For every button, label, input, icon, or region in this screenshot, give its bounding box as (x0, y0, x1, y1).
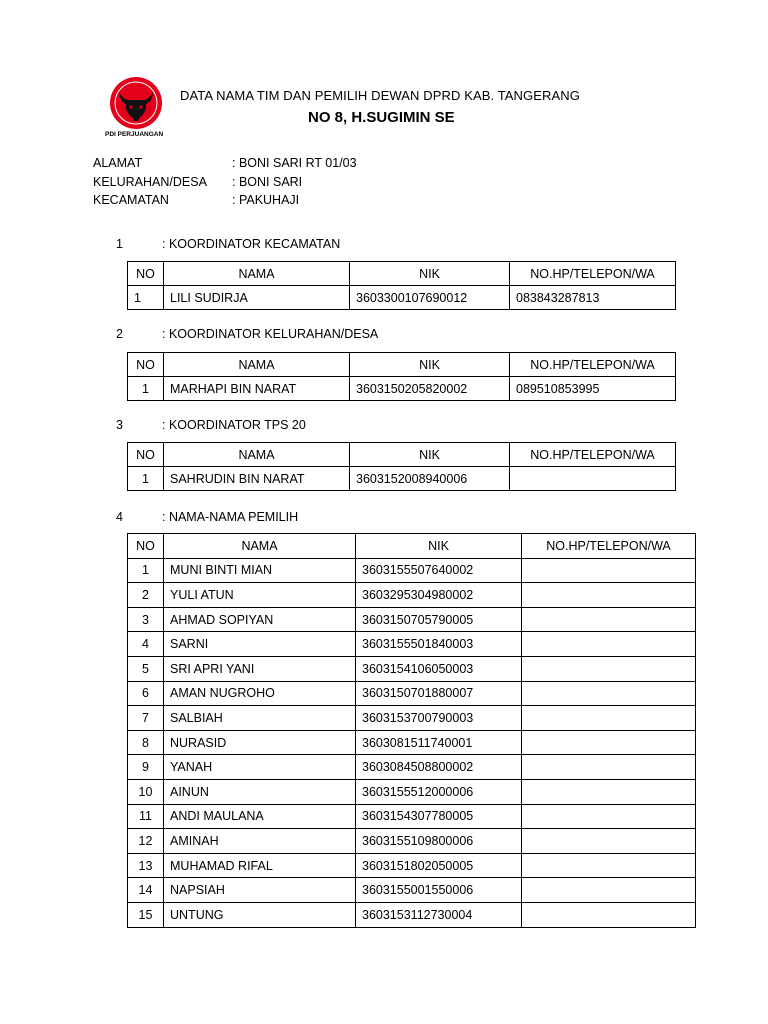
table-row (128, 730, 696, 755)
cell-nama: NAPSIAH (164, 878, 356, 903)
cell-no: 12 (128, 829, 164, 854)
cell-nik: 3603150705790005 (356, 607, 522, 632)
cell-hp: 083843287813 (510, 286, 676, 310)
column-header-no: NO (128, 262, 164, 286)
koordinator-kecamatan-table (127, 261, 676, 310)
cell-hp (522, 656, 696, 681)
cell-hp (522, 902, 696, 927)
cell-nik: 3603155501840003 (356, 632, 522, 657)
cell-nik: 3603155507640002 (356, 558, 522, 583)
cell-nik: 3603155109800006 (356, 829, 522, 854)
cell-hp (522, 730, 696, 755)
section-title: : KOORDINATOR TPS 20 (162, 418, 306, 432)
cell-nama: YULI ATUN (164, 583, 356, 608)
cell-nik: 3603295304980002 (356, 583, 522, 608)
koordinator-tps-table (127, 442, 676, 491)
cell-no: 9 (128, 755, 164, 780)
cell-no: 5 (128, 656, 164, 681)
cell-nik: 3603150701880007 (356, 681, 522, 706)
column-header-hp: NO.HP/TELEPON/WA (510, 443, 676, 467)
cell-nik: 3603152008940006 (350, 467, 510, 491)
cell-nama: ANDI MAULANA (164, 804, 356, 829)
cell-no: 1 (128, 286, 164, 310)
cell-no: 6 (128, 681, 164, 706)
column-header-nik: NIK (350, 353, 510, 377)
table-header-row (128, 353, 676, 377)
cell-nik: 3603084508800002 (356, 755, 522, 780)
pemilih-table (127, 533, 696, 928)
alamat-value: : BONI SARI RT 01/03 (232, 156, 357, 170)
cell-hp (522, 558, 696, 583)
cell-hp (510, 467, 676, 491)
table-row (128, 583, 696, 608)
section-title: : KOORDINATOR KELURAHAN/DESA (162, 327, 379, 341)
table-header-row (128, 443, 676, 467)
column-header-nama: NAMA (164, 262, 350, 286)
logo-caption: PDI PERJUANGAN (105, 131, 164, 138)
document-subtitle: NO 8, H.SUGIMIN SE (308, 109, 455, 126)
table-row (128, 467, 676, 491)
cell-nik: 3603153700790003 (356, 706, 522, 731)
cell-no: 7 (128, 706, 164, 731)
column-header-no: NO (128, 534, 164, 559)
cell-hp (522, 607, 696, 632)
cell-nama: AINUN (164, 779, 356, 804)
table-row (128, 681, 696, 706)
cell-hp (522, 853, 696, 878)
cell-nama: SRI APRI YANI (164, 656, 356, 681)
cell-no: 11 (128, 804, 164, 829)
cell-hp (522, 755, 696, 780)
cell-nik: 3603155001550006 (356, 878, 522, 903)
cell-no: 13 (128, 853, 164, 878)
cell-nik: 3603153112730004 (356, 902, 522, 927)
cell-no: 4 (128, 632, 164, 657)
cell-hp: 089510853995 (510, 377, 676, 401)
cell-nik: 3603150205820002 (350, 377, 510, 401)
section-number: 1 (116, 237, 123, 251)
table-row (128, 558, 696, 583)
table-row (128, 286, 676, 310)
cell-hp (522, 632, 696, 657)
cell-no: 2 (128, 583, 164, 608)
cell-nama: LILI SUDIRJA (164, 286, 350, 310)
section-number: 3 (116, 418, 123, 432)
cell-nik: 3603154106050003 (356, 656, 522, 681)
cell-nik: 3603081511740001 (356, 730, 522, 755)
cell-no: 1 (128, 377, 164, 401)
cell-nik: 3603300107690012 (350, 286, 510, 310)
section-number: 4 (116, 510, 123, 524)
document-title: DATA NAMA TIM DAN PEMILIH DEWAN DPRD KAB. TANGERANG (180, 88, 580, 103)
cell-nama: AMINAH (164, 829, 356, 854)
column-header-hp: NO.HP/TELEPON/WA (510, 262, 676, 286)
column-header-no: NO (128, 353, 164, 377)
table-row (128, 829, 696, 854)
cell-no: 1 (128, 558, 164, 583)
cell-nik: 3603151802050005 (356, 853, 522, 878)
cell-hp (522, 779, 696, 804)
cell-hp (522, 804, 696, 829)
cell-no: 10 (128, 779, 164, 804)
cell-nama: MARHAPI BIN NARAT (164, 377, 350, 401)
cell-nama: SALBIAH (164, 706, 356, 731)
table-row (128, 853, 696, 878)
cell-hp (522, 878, 696, 903)
cell-hp (522, 829, 696, 854)
alamat-label: ALAMAT (93, 156, 143, 170)
column-header-nama: NAMA (164, 443, 350, 467)
table-header-row (128, 534, 696, 559)
cell-hp (522, 583, 696, 608)
column-header-nik: NIK (350, 443, 510, 467)
cell-nama: MUNI BINTI MIAN (164, 558, 356, 583)
cell-nik: 3603154307780005 (356, 804, 522, 829)
koordinator-kelurahan-table (127, 352, 676, 401)
column-header-hp: NO.HP/TELEPON/WA (522, 534, 696, 559)
cell-nama: SAHRUDIN BIN NARAT (164, 467, 350, 491)
table-row (128, 607, 696, 632)
cell-no: 1 (128, 467, 164, 491)
cell-hp (522, 681, 696, 706)
cell-nama: YANAH (164, 755, 356, 780)
table-row (128, 706, 696, 731)
pdi-perjuangan-logo (105, 76, 167, 140)
cell-nama: MUHAMAD RIFAL (164, 853, 356, 878)
cell-no: 15 (128, 902, 164, 927)
table-row (128, 804, 696, 829)
kelurahan-label: KELURAHAN/DESA (93, 175, 207, 189)
kelurahan-value: : BONI SARI (232, 175, 303, 189)
cell-nama: AMAN NUGROHO (164, 681, 356, 706)
table-row (128, 632, 696, 657)
cell-nama: SARNI (164, 632, 356, 657)
section-number: 2 (116, 327, 123, 341)
section-title: : KOORDINATOR KECAMATAN (162, 237, 341, 251)
table-row (128, 656, 696, 681)
column-header-nik: NIK (356, 534, 522, 559)
cell-nama: AHMAD SOPIYAN (164, 607, 356, 632)
column-header-no: NO (128, 443, 164, 467)
cell-nik: 3603155512000006 (356, 779, 522, 804)
kecamatan-value: : PAKUHAJI (232, 193, 300, 207)
cell-hp (522, 706, 696, 731)
section-title: : NAMA-NAMA PEMILIH (162, 510, 299, 524)
table-row (128, 779, 696, 804)
cell-no: 3 (128, 607, 164, 632)
table-header-row (128, 262, 676, 286)
column-header-nama: NAMA (164, 353, 350, 377)
cell-nama: NURASID (164, 730, 356, 755)
column-header-hp: NO.HP/TELEPON/WA (510, 353, 676, 377)
cell-no: 14 (128, 878, 164, 903)
table-row (128, 878, 696, 903)
table-row (128, 377, 676, 401)
cell-nama: UNTUNG (164, 902, 356, 927)
column-header-nik: NIK (350, 262, 510, 286)
cell-no: 8 (128, 730, 164, 755)
table-row (128, 755, 696, 780)
table-row (128, 902, 696, 927)
column-header-nama: NAMA (164, 534, 356, 559)
kecamatan-label: KECAMATAN (93, 193, 169, 207)
